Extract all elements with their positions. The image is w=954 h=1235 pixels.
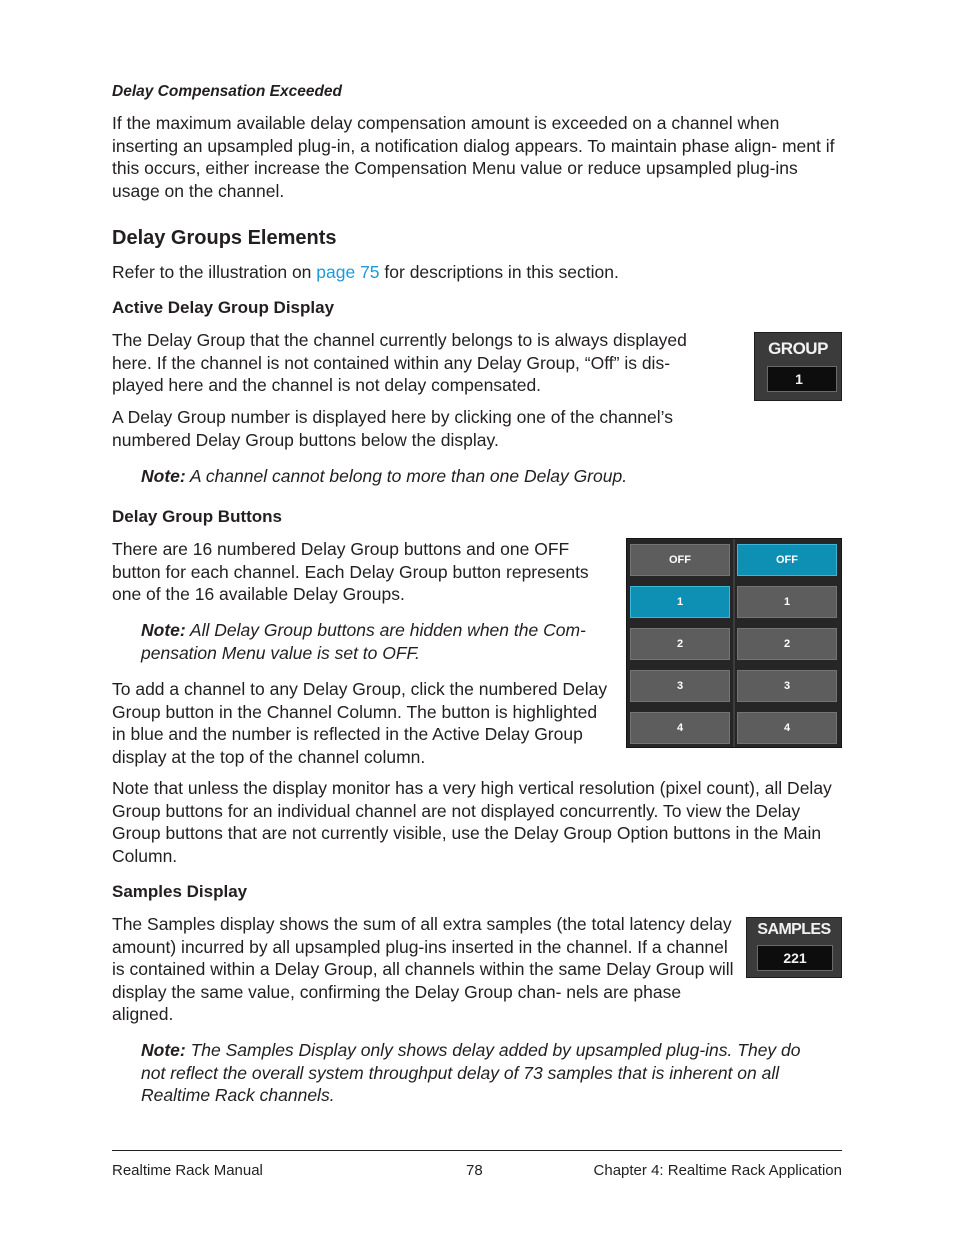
note-label: Note: xyxy=(141,466,186,486)
groups-intro-before: Refer to the illustration on xyxy=(112,262,317,282)
delay-group-3-button[interactable]: 3 xyxy=(737,670,837,702)
delay-group-1-button[interactable]: 1 xyxy=(737,586,837,618)
buttons-paragraph-2: To add a channel to any Delay Group, click the numbered Delay Group button in the Channel Column. The button is highlighted in blue and the number is reflected in the Active Delay Group display at the top of the channel column. xyxy=(112,679,608,767)
delay-group-2-button[interactable]: 2 xyxy=(737,628,837,660)
samples-paragraph: The Samples display shows the sum of all extra samples (the total latency delay amount) incurred by all upsampled plug-ins inserted in the channel. If a channel is contained within a Delay Group, all channels within the same Delay Group will display the same value, confirming the Delay Group chan- nels are phase aligned. xyxy=(112,914,734,1025)
channel-column-2 xyxy=(737,544,837,754)
samples-display-widget xyxy=(746,917,842,978)
active-display-note xyxy=(141,465,831,488)
buttons-heading: Delay Group Buttons xyxy=(112,507,283,526)
delay-group-4-button[interactable]: 4 xyxy=(737,712,837,744)
delay-group-buttons-panel xyxy=(626,538,842,748)
note-label: Note: xyxy=(141,1040,186,1060)
channel-column-1 xyxy=(630,544,730,754)
footer-page-number: 78 xyxy=(466,1162,483,1179)
delay-group-off-button[interactable]: OFF xyxy=(737,544,837,576)
groups-heading: Delay Groups Elements xyxy=(112,227,337,249)
group-display-widget xyxy=(754,332,842,401)
samples-note xyxy=(141,1039,811,1107)
active-display-paragraph-2: A Delay Group number is displayed here by clicking one of the channel’s numbered Delay Group buttons below the display. xyxy=(112,407,673,450)
note-label: Note: xyxy=(141,620,186,640)
column-divider xyxy=(733,539,735,747)
groups-intro xyxy=(112,261,842,284)
note-text: The Samples Display only shows delay added by upsampled plug-ins. They do not reflect the overall system throughput delay of 73 samples that is inherent on all Realtime Rack channels. xyxy=(141,1040,801,1106)
footer-chapter: Chapter 4: Realtime Rack Application xyxy=(593,1162,842,1179)
note-text: All Delay Group buttons are hidden when the Com- pensation Menu value is set to OFF. xyxy=(141,620,586,663)
delay-comp-paragraph: If the maximum available delay compensation amount is exceeded on a channel when inserting an upsampled plug-in, a notification dialog appears. To maintain phase align- ment if this occurs, either increase the Compensation Menu value or reduce upsampled plug-ins usage on the channel. xyxy=(112,113,835,201)
buttons-paragraph-3: Note that unless the display monitor has a very high vertical resolution (pixel count), all Delay Group buttons for an individual channel are not displayed concurrently. To view the Delay Group buttons that are not currently visible, use the Delay Group Option buttons in the Main Column. xyxy=(112,778,832,866)
samples-display-value: 221 xyxy=(757,945,833,971)
note-text: A channel cannot belong to more than one Delay Group. xyxy=(185,466,628,486)
buttons-paragraph-1: There are 16 numbered Delay Group buttons and one OFF button for each channel. Each Delay Group button represents one of the 16 available Delay Groups. xyxy=(112,539,589,605)
groups-intro-after: for descriptions in this section. xyxy=(379,262,619,282)
delay-group-4-button[interactable]: 4 xyxy=(630,712,730,744)
delay-comp-heading: Delay Compensation Exceeded xyxy=(112,83,342,100)
footer-rule xyxy=(112,1150,842,1151)
footer-manual-title: Realtime Rack Manual xyxy=(112,1162,263,1179)
delay-group-3-button[interactable]: 3 xyxy=(630,670,730,702)
buttons-note xyxy=(141,619,611,664)
delay-group-off-button[interactable]: OFF xyxy=(630,544,730,576)
samples-display-label: SAMPLES xyxy=(757,921,831,938)
group-display-label: GROUP xyxy=(768,339,828,358)
page-75-link[interactable]: page 75 xyxy=(316,262,380,282)
delay-group-2-button[interactable]: 2 xyxy=(630,628,730,660)
active-display-heading: Active Delay Group Display xyxy=(112,298,335,317)
samples-heading: Samples Display xyxy=(112,882,248,901)
group-display-value: 1 xyxy=(767,366,837,392)
delay-group-1-button[interactable]: 1 xyxy=(630,586,730,618)
active-display-paragraph-1: The Delay Group that the channel currently belongs to is always displayed here. If the channel is not contained within any Delay Group, “Off” is dis- played here and the channel is not delay compensated. xyxy=(112,330,687,396)
